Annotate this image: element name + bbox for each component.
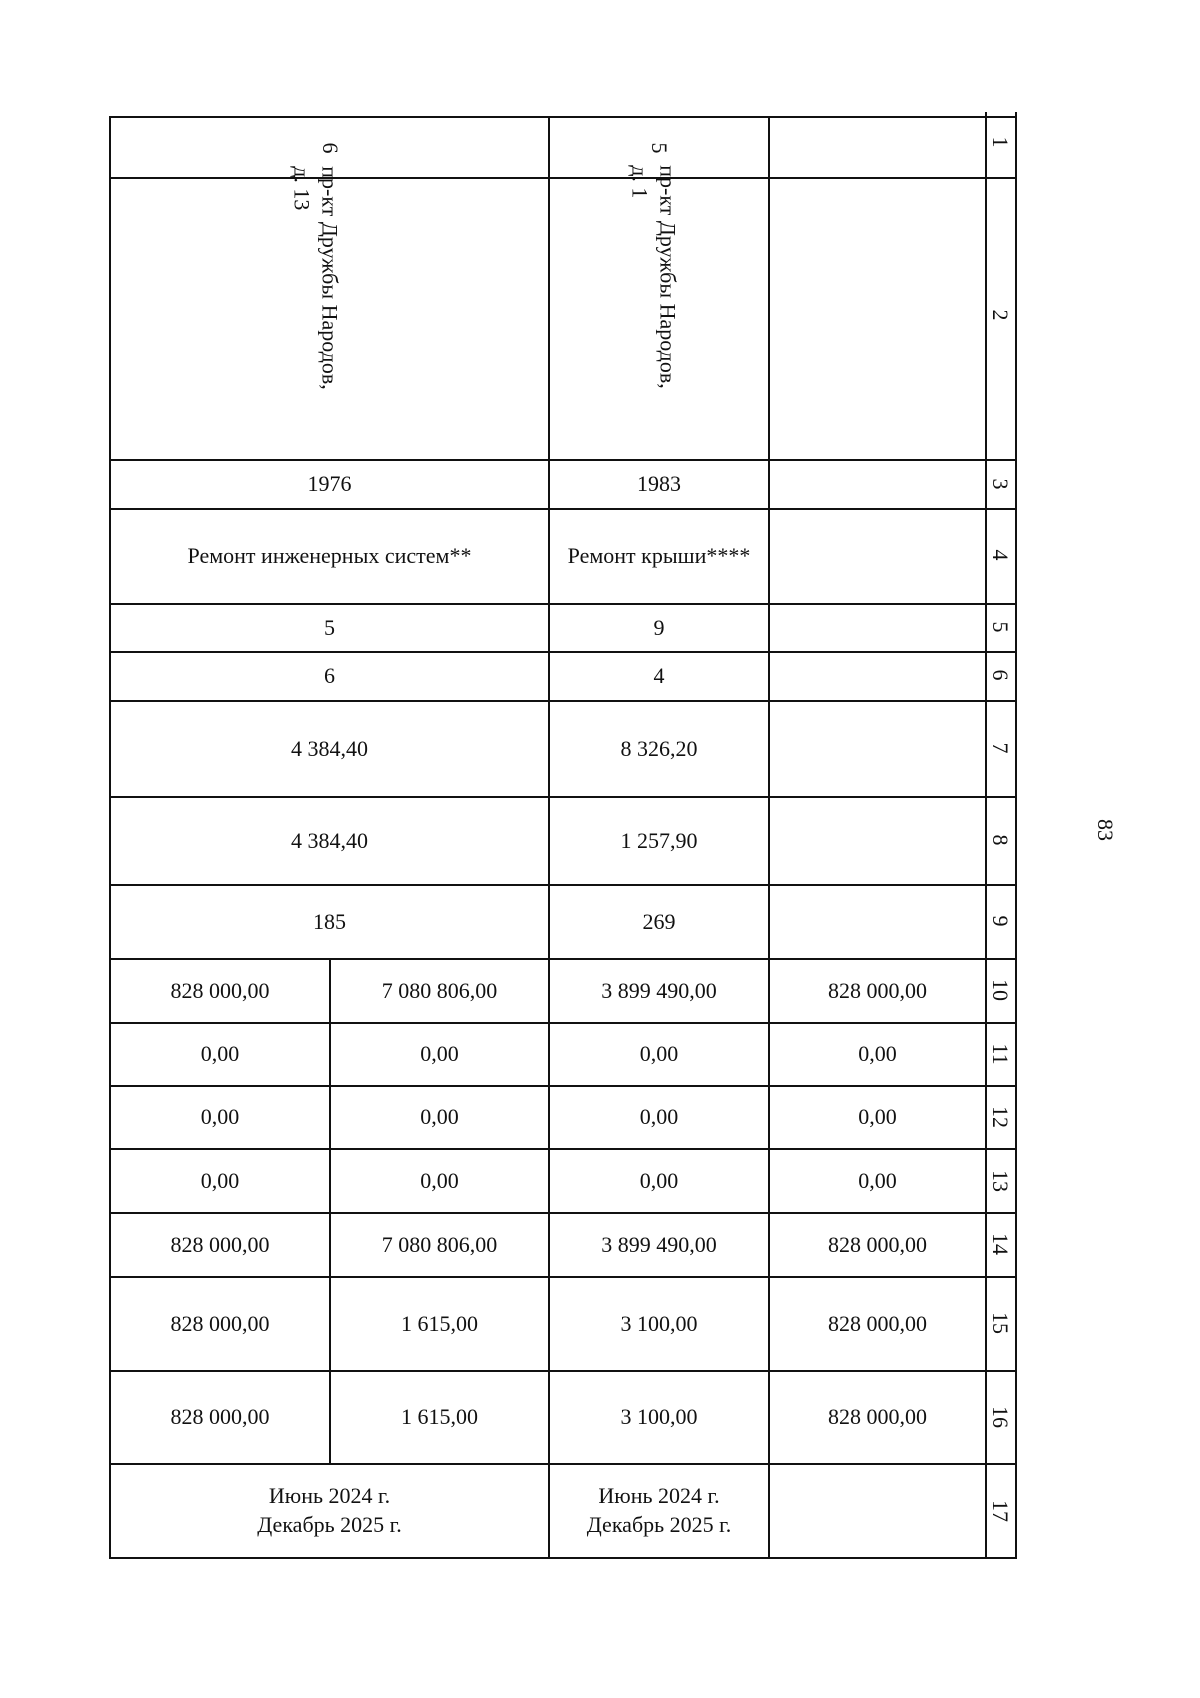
object-address	[627, 165, 682, 389]
col-number-6: 6	[987, 669, 1013, 681]
cost-total: 3 899 490,00	[601, 977, 717, 1003]
cost-col-16: 1 615,00	[401, 1404, 478, 1430]
cost-col-12: 0,00	[858, 1104, 897, 1130]
area-living: 4 384,40	[291, 827, 368, 853]
cost-total: 828 000,00	[170, 977, 270, 1003]
cost-col-13: 0,00	[200, 1167, 240, 1193]
floors: 9	[653, 614, 665, 640]
work-type: Ремонт крыши****	[567, 543, 751, 569]
cost-col-11: 0,00	[858, 1041, 897, 1067]
address-line-1: пр-кт Дружбы Народов,	[655, 165, 681, 389]
cost-col-14: 828 000,00	[828, 1231, 927, 1257]
cost-col-12: 0,00	[200, 1104, 240, 1130]
cost-col-12: 0,00	[420, 1104, 459, 1130]
build-year: 1976	[307, 471, 352, 497]
object-number: 6	[317, 142, 343, 154]
cost-col-13: 0,00	[858, 1167, 897, 1193]
residents: 185	[313, 908, 346, 934]
cost-total: 828 000,00	[828, 977, 927, 1003]
address-line-2: д. 1	[628, 165, 653, 199]
cost-col-16: 3 100,00	[620, 1404, 698, 1430]
col-number-3: 3	[987, 478, 1013, 490]
area-total: 8 326,20	[620, 735, 698, 761]
entrances: 4	[653, 663, 665, 689]
cost-col-15: 828 000,00	[170, 1310, 270, 1336]
col-number-4: 4	[987, 549, 1013, 561]
table-border-top	[109, 116, 1017, 118]
page-number: 83	[1093, 819, 1118, 841]
period-start: Июнь 2024 г.	[598, 1483, 720, 1509]
object-number: 5	[646, 142, 672, 154]
col-number-15: 15	[987, 1312, 1013, 1334]
cost-col-11: 0,00	[200, 1041, 240, 1067]
col-number-17: 17	[987, 1500, 1013, 1522]
cost-col-13: 0,00	[639, 1167, 679, 1193]
cost-col-11: 0,00	[420, 1041, 459, 1067]
area-living: 1 257,90	[620, 827, 698, 853]
cost-col-11: 0,00	[639, 1041, 679, 1067]
period-end: Декабрь 2025 г.	[257, 1512, 402, 1537]
row-line-1	[109, 177, 1017, 179]
floors: 5	[324, 614, 335, 640]
cost-col-16: 828 000,00	[828, 1404, 927, 1430]
cost-col-15: 828 000,00	[828, 1310, 927, 1336]
period-start: Июнь 2024 г.	[268, 1483, 391, 1509]
table-border-bottom	[109, 1557, 1017, 1559]
col-number-5: 5	[987, 621, 1013, 633]
cost-col-13: 0,00	[420, 1167, 459, 1193]
cost-col-15: 1 615,00	[401, 1310, 478, 1336]
col-number-8: 8	[987, 834, 1013, 846]
cost-col-16: 828 000,00	[170, 1404, 270, 1430]
period-end: Декабрь 2025 г.	[586, 1512, 732, 1537]
col-number-12: 12	[987, 1106, 1013, 1128]
work-period	[111, 1465, 548, 1557]
col-number-1: 1	[987, 136, 1013, 148]
work-period	[550, 1465, 768, 1557]
col-number-7: 7	[987, 742, 1013, 754]
col-number-9: 9	[987, 915, 1013, 927]
col-number-13: 13	[987, 1170, 1013, 1192]
address-line-1: пр-кт Дружбы Народов,	[317, 166, 343, 390]
entrances: 6	[324, 663, 335, 689]
col-number-16: 16	[987, 1406, 1013, 1428]
col-number-11: 11	[987, 1043, 1013, 1065]
residents: 269	[642, 908, 676, 934]
col-number-2: 2	[987, 309, 1013, 321]
area-total: 4 384,40	[291, 735, 368, 761]
table-border-right	[1015, 112, 1017, 1559]
cost-col-14: 7 080 806,00	[381, 1231, 498, 1257]
col-number-10: 10	[987, 979, 1013, 1001]
build-year: 1983	[637, 471, 681, 497]
cost-col-12: 0,00	[639, 1104, 679, 1130]
col-number-14: 14	[987, 1233, 1013, 1255]
cost-col-15: 3 100,00	[620, 1310, 698, 1336]
object-address	[289, 166, 344, 390]
cost-col-14: 3 899 490,00	[601, 1231, 717, 1257]
work-type: Ремонт инженерных систем**	[187, 543, 472, 569]
cost-col-14: 828 000,00	[170, 1231, 270, 1257]
address-line-2: д. 13	[290, 166, 315, 211]
cost-total: 7 080 806,00	[381, 977, 498, 1003]
